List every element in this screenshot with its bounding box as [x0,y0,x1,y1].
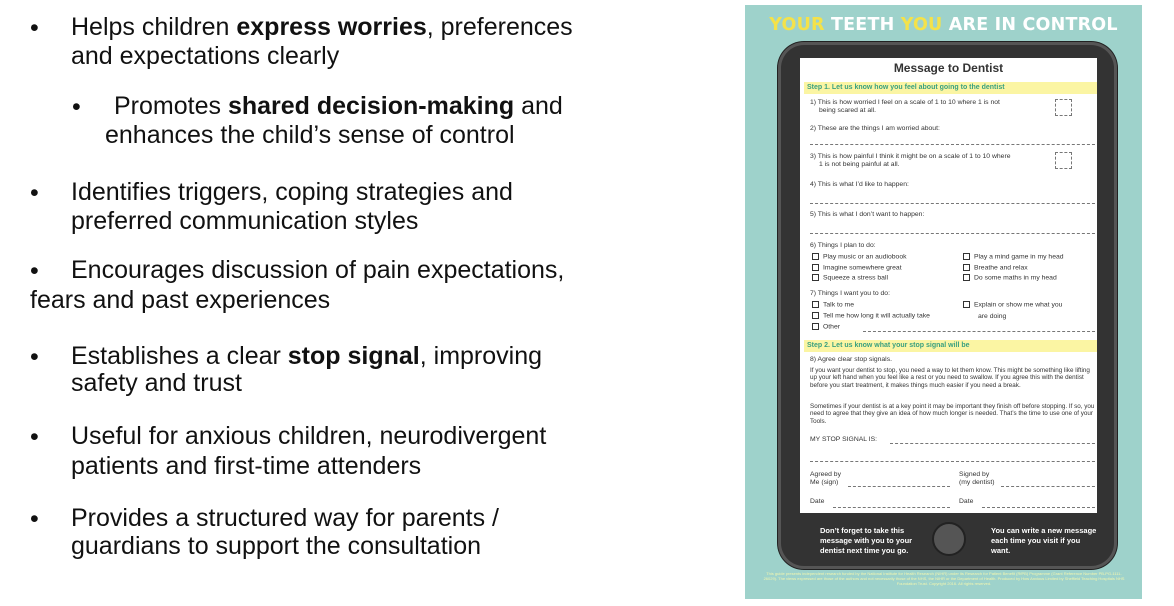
checkbox[interactable] [963,264,970,271]
bullet-dot: • [30,505,39,533]
bullet-line-2: fears and past experiences [30,286,331,314]
checkbox-option[interactable] [963,274,1057,282]
phone-screen [800,58,1097,513]
q3-line2: 1 is not being painful at all. [819,161,900,168]
bullet-text: Promotes [114,92,228,120]
checkbox-option[interactable] [812,301,854,309]
want-option-explain-line2: are doing [978,313,1007,320]
date-label-left: Date [810,498,825,505]
bullet-line-2: safety and trust [71,369,242,397]
poster-title [745,15,1142,35]
date-line-left[interactable] [833,507,950,508]
stop-paragraph-2: Sometimes if your dentist is at a key point it may be important they finish off before stopping. If so, you need to agree that they give an idea of how much longer is needed. That’s the time to use one of your Tools. [810,403,1095,425]
bullet-text: Provides a structured way for parents / [71,504,499,532]
bullet-emphasis: shared decision-making [227,92,515,120]
footer-left-text: Don’t forget to take this message with you to your dentist next time you go. [820,526,913,555]
q8-label: 8) Agree clear stop signals. [810,356,892,363]
bullet-line-2: guardians to support the consultation [71,532,481,560]
phone-home-button [932,522,966,556]
checkbox-label: Talk to me [823,301,854,309]
me-sign-line[interactable] [848,486,950,487]
bullet-text: Useful for anxious children, neurodivergent [71,422,547,450]
q3-answer-box[interactable] [1055,152,1072,169]
bullet-line-2: and expectations clearly [71,42,340,70]
stop-signal-line-2[interactable] [810,461,1097,462]
checkbox[interactable] [812,323,819,330]
poster-title-teeth: TEETH [831,15,895,35]
q4-answer-line[interactable] [810,203,1097,204]
checkbox[interactable] [963,253,970,260]
bullet-text: Identifies triggers, coping strategies and [71,178,513,206]
q4-label: 4) This is what I’d like to happen: [810,181,909,188]
form-title: Message to Dentist [893,61,1004,75]
checkbox-option[interactable] [963,253,1064,261]
bullet-line-1 [71,256,564,284]
q1-answer-box[interactable] [1055,99,1072,116]
checkbox[interactable] [963,301,970,308]
q6-label: 6) Things I plan to do: [810,242,876,249]
checkbox[interactable] [812,253,819,260]
checkbox[interactable] [812,312,819,319]
checkbox[interactable] [963,274,970,281]
checkbox-option[interactable] [812,274,888,282]
bullet-dot: • [30,257,39,285]
bullet-line-1 [71,504,499,532]
bullet-text: Helps children [71,13,237,41]
q1-line1: 1) This is how worried I feel on a scale of 1 to 10 where 1 is not [810,99,1000,106]
bullet-line-1 [114,92,563,120]
bullet-dot: • [30,423,39,451]
bullet-line-1 [71,13,573,41]
checkbox-label: Do some maths in my head [974,274,1057,282]
stop-signal-line[interactable] [890,443,1097,444]
checkbox[interactable] [812,301,819,308]
bullet-text: Establishes a clear [71,342,288,370]
footer-right-text: You can write a new message each time you visit if you want. [991,526,1097,555]
bullet-line-1 [71,178,513,206]
date-line-right[interactable] [982,507,1097,508]
agreed-by-label: Agreed by [810,471,841,478]
q1-line2: being scared at all. [819,107,877,114]
bullet-line-2: patients and first-time attenders [71,452,422,480]
checkbox-label: Play music or an audiobook [823,253,907,261]
checkbox-label: Other [823,323,840,331]
bullet-emphasis: stop signal [287,342,420,370]
my-dentist-label: (my dentist) [959,479,995,486]
q3-line1: 3) This is how painful I think it might be on a scale of 1 to 10 where [810,153,1011,160]
phone-frame [778,42,1117,569]
checkbox-label: Play a mind game in my head [974,253,1064,261]
bullet-line-2: enhances the child’s sense of control [105,121,515,149]
dental-poster [745,5,1142,599]
q2-answer-line[interactable] [810,144,1097,145]
poster-title-rest: ARE IN CONTROL [948,15,1118,35]
q5-label: 5) This is what I don’t want to happen: [810,211,925,218]
bullet-emphasis: express worries [236,13,427,41]
me-sign-label: Me (sign) [810,479,839,486]
bullet-dot: • [30,14,39,42]
q2-label: 2) These are the things I am worried about: [810,125,940,132]
want-option-explain-label: Explain or show me what you [974,301,1063,309]
step1-header: Step 1. Let us know how you feel about going to the dentist [804,82,1097,94]
checkbox[interactable] [812,274,819,281]
checkbox-label: Squeeze a stress ball [823,274,888,282]
poster-fine-print: This guide presents independent research funded by the National Institute for Health Research (NIHR) under its Research for Patient Benefit (RfPB) Programme (Grant Reference Number PB-PG-1111-26029). The views expressed are those of the authors and not necessarily those of the NHS, the NIHR or the Department of Health. Produced by How Anxious Limited by Sheffield Teaching Hospitals NHS Foundation Trust. Copyright 2016. All rights reserved. [763,571,1125,586]
bullet-line-1 [71,422,546,450]
q5-answer-line[interactable] [810,233,1097,234]
stop-paragraph-1: If you want your dentist to stop, you need a way to let them know. This might be something like lifting up your left hand when you feel like a rest or you need to swallow. If you agree this with the dentist before you start treatment, it makes things much easier if you need a break. [810,367,1090,389]
bullet-text-tail: and [514,92,563,120]
bullet-text-tail: , improving [419,342,543,370]
step2-header: Step 2. Let us know what your stop signal will be [804,340,1097,352]
q7-label: 7) Things I want you to do: [810,290,890,297]
checkbox-label: Breathe and relax [974,263,1028,271]
checkbox[interactable] [812,264,819,271]
other-answer-line[interactable] [863,331,1097,332]
bullet-dot: • [72,93,81,121]
date-label-right: Date [959,498,974,505]
checkbox-option[interactable] [812,323,840,331]
poster-title-your: YOUR [769,15,825,35]
dentist-sign-line[interactable] [1001,486,1097,487]
bullet-line-1 [71,342,542,370]
checkbox-option[interactable] [963,264,1028,272]
bullet-text-tail: , preferences [426,13,573,41]
bullet-dot: • [30,343,39,371]
stop-signal-label: MY STOP SIGNAL IS: [810,436,877,443]
bullet-dot: • [30,179,39,207]
poster-title-you: YOU [900,15,943,35]
bullet-line-2: preferred communication styles [71,207,419,235]
bullet-text: Encourages discussion of pain expectations, [71,256,565,284]
checkbox-option[interactable] [812,253,907,261]
checkbox-option[interactable] [812,312,930,320]
want-option-explain[interactable] [963,301,1062,309]
checkbox-label: Imagine somewhere great [823,263,902,271]
checkbox-label: Tell me how long it will actually take [823,312,930,320]
signed-by-label: Signed by [959,471,990,478]
checkbox-option[interactable] [812,264,902,272]
